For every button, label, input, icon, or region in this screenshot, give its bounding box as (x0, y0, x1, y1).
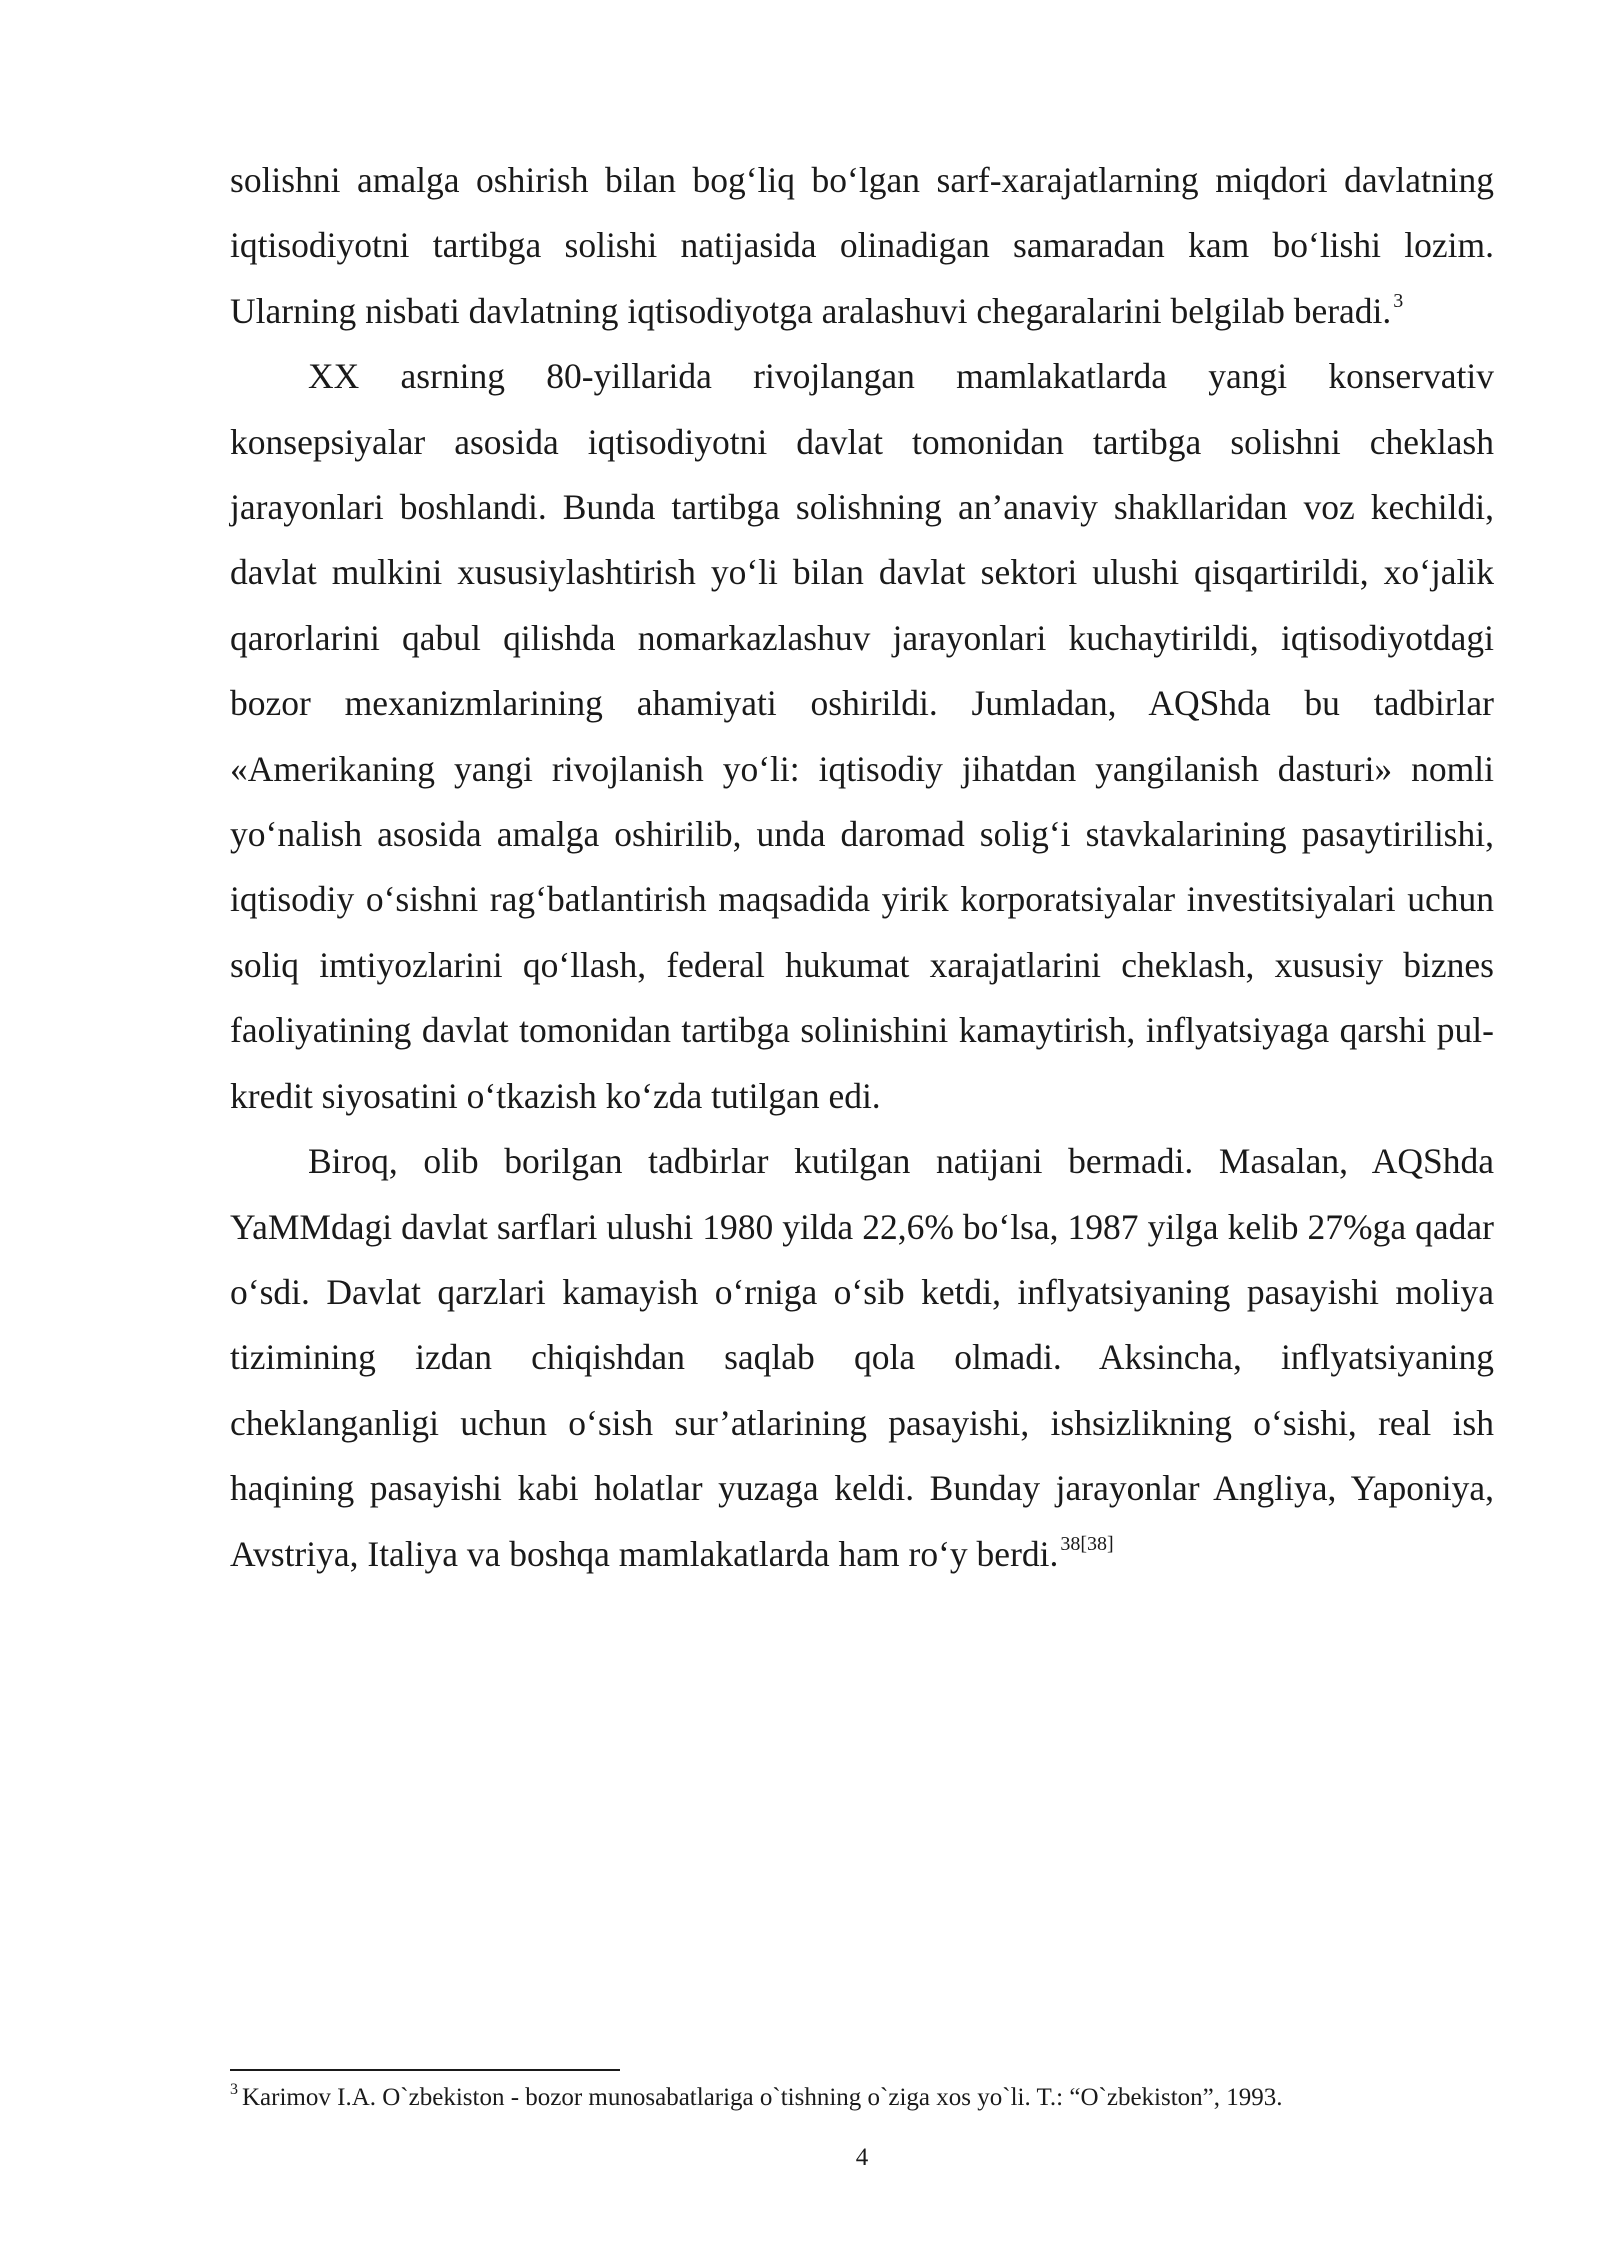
page-number: 4 (855, 2144, 869, 2171)
paragraph-2-text: XX asrning 80-yillarida rivojlangan mamlakatlarda yangi konservativ konsepsiyalar asosida iqtisodiyotni davlat tomonidan tartibga solishni cheklash jarayonlari boshlandi. Bunda tartibga solishning an’anaviy shakllaridan voz kechildi, davlat mulkini xususiylashtirish yo‘li bilan davlat sektori ulushi qisqartirildi, xo‘jalik qarorlarini qabul qilishda nomarkazlashuv jarayonlari kuchaytirildi, iqtisodiyotdagi bozor mexanizmlarining ahamiyati oshirildi. Jumladan, AQShda bu tadbirlar «Amerikaning yangi rivojlanish yo‘li: iqtisodiy jihatdan yangilanish dasturi» nomli yo‘nalish asosida amalga oshirilib, unda daromad solig‘i stavkalarining pasaytirilishi, iqtisodiy o‘sishni rag‘batlantirish maqsadida yirik korporatsiyalar investitsiyalari uchun soliq imtiyozlarini qo‘llash, federal hukumat xarajatlarini cheklash, xususiy biznes faoliyatining davlat tomonidan tartibga solinishini kamaytirish, inflyatsiyaga qarshi pul-kredit siyosatini o‘tkazish ko‘zda tutilgan edi. (230, 356, 1494, 1116)
footnote-marker: 3 (230, 2081, 238, 2098)
paragraph-1 (230, 148, 1494, 344)
footnote-reference-3: 3 (1393, 289, 1404, 312)
paragraph-3-text: Biroq, olib borilgan tadbirlar kutilgan natijani bermadi. Masalan, AQShda YaMMdagi davlat sarflari ulushi 1980 yilda 22,6% bo‘lsa, 1987 yilga kelib 27%ga qadar o‘sdi. Davlat qarzlari kamayish o‘rniga o‘sib ketdi, inflyatsiyaning pasayishi moliya tizimining izdan chiqishdan saqlab qola olmadi. Aksincha, inflyatsiyaning cheklanganligi uchun o‘sish sur’atlarining pasayishi, ishsizlikning o‘sishi, real ish haqining pasayishi kabi holatlar yuzaga keldi. Bunday jarayonlar Angliya, Yaponiya, Avstriya, Italiya va boshqa mamlakatlarda ham ro‘y berdi. (230, 1141, 1494, 1574)
footnote (230, 2080, 1494, 2116)
footnote-reference-38: 38[38] (1060, 1532, 1114, 1555)
body-text (230, 148, 1494, 1587)
paragraph-3 (230, 1129, 1494, 1587)
paragraph-1-text: solishni amalga oshirish bilan bog‘liq bo‘lgan sarf-xarajatlarning miqdori davlatning iqtisodiyotni tartibga solishi natijasida olinadigan samaradan kam bo‘lishi lozim. Ularning nisbati davlatning iqtisodiyotga aralashuvi chegaralarini belgilab beradi. (230, 160, 1494, 331)
footnote-separator (230, 2069, 620, 2071)
footnote-text: Karimov I.A. O`zbekiston - bozor munosabatlariga o`tishning o`ziga xos yo`li. T.: “O`zbekiston”, 1993. (242, 2084, 1283, 2111)
paragraph-2 (230, 344, 1494, 1129)
